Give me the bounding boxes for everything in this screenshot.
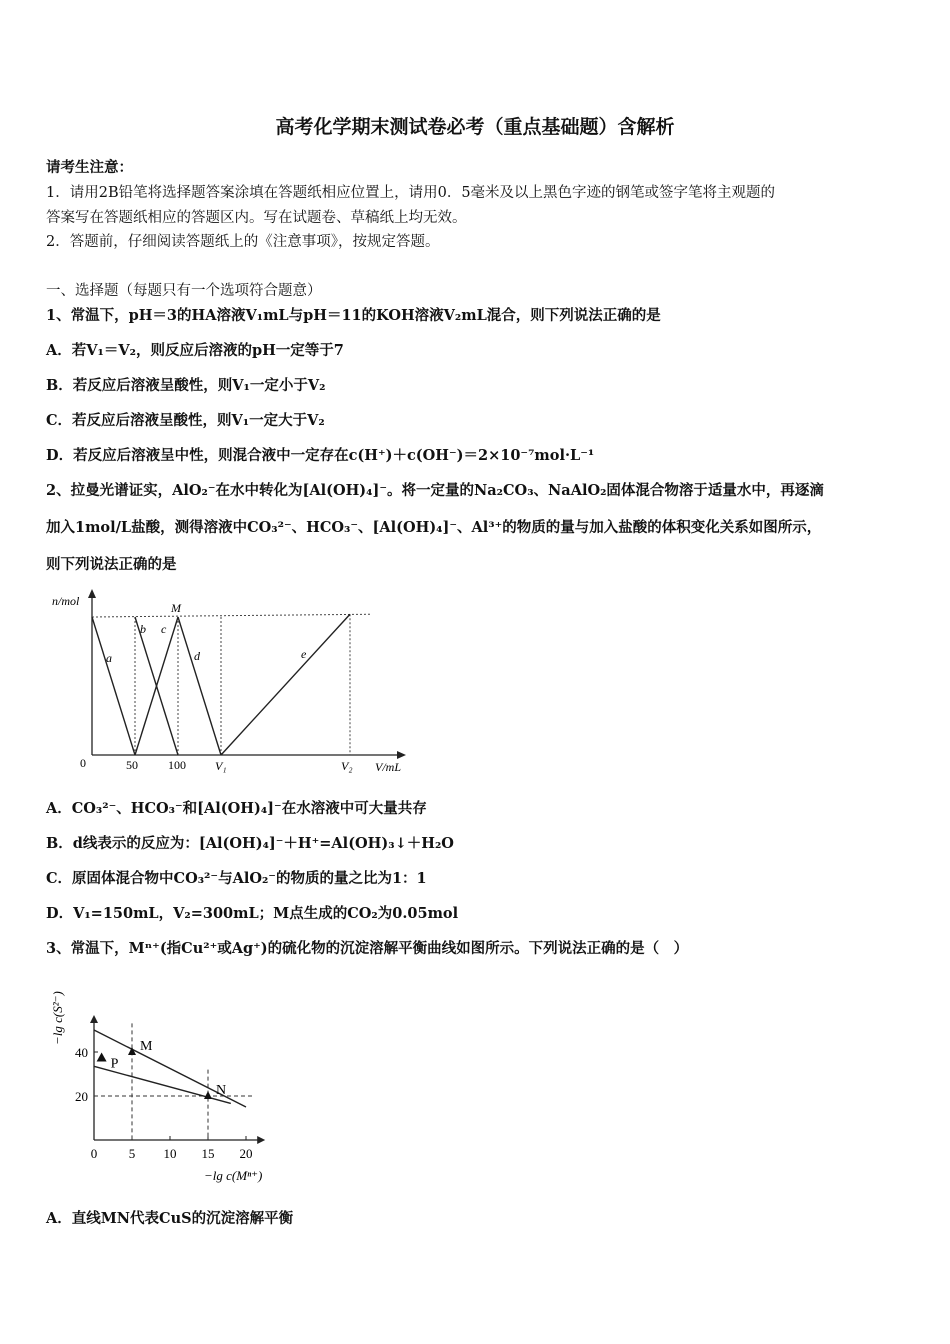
c2-y-arrow — [90, 1015, 98, 1023]
q2-option-c: C．原固体混合物中CO₃²⁻与AlO₂⁻的物质的量之比为1：1 — [46, 870, 427, 887]
c2-x-tick-label-10: 10 — [163, 1146, 177, 1161]
c1-series-a-label: a — [106, 651, 112, 665]
c1-series-b-label: b — [140, 622, 146, 636]
c1-y-label: n/mol — [52, 594, 80, 608]
c2-point-n-marker — [204, 1091, 212, 1099]
c1-tick-100: 100 — [168, 758, 186, 772]
q2-option-d: D．V₁=150mL，V₂=300mL；M点生成的CO₂为0.05mol — [46, 905, 459, 922]
c1-series-c-label: c — [161, 622, 167, 636]
q2-stem-line-3: 则下列说法正确的是 — [46, 556, 177, 573]
c1-series-d-label: d — [194, 649, 200, 663]
q3-chart — [46, 970, 296, 1190]
c1-y-arrow — [88, 589, 96, 598]
page-title: 高考化学期末测试卷必考（重点基础题）含解析 — [275, 116, 675, 138]
q2-stem-line-2: 加入1mol/L盐酸，测得溶液中CO₃²⁻、HCO₃⁻、[Al(OH)₄]⁻、Al³⁺的物质的量与加入盐酸的体积变化关系如图所示， — [46, 519, 822, 536]
c2-x-label: −lg c(Mⁿ⁺) — [204, 1168, 263, 1183]
q1-option-d: D．若反应后溶液呈中性，则混合液中一定存在c(H⁺)＋c(OH⁻)＝2×10⁻⁷mol·L⁻¹ — [46, 447, 595, 464]
q3-stem: 3、常温下，Mⁿ⁺(指Cu²⁺或Ag⁺)的硫化物的沉淀溶解平衡曲线如图所示。下列说法正确的是（ ） — [46, 940, 689, 957]
c2-y-tick-label-40: 40 — [75, 1045, 88, 1060]
c1-series-a-line — [92, 617, 135, 755]
section-heading: 一、选择题（每题只有一个选项符合题意） — [46, 283, 322, 299]
c2-y-tick-label-20: 20 — [75, 1089, 88, 1104]
q1-option-a: A．若V₁＝V₂，则反应后溶液的pH一定等于7 — [46, 342, 344, 359]
c2-x-tick-label-0: 0 — [90, 1146, 98, 1161]
c2-x-tick-label-20: 20 — [239, 1146, 253, 1161]
q2-chart — [40, 585, 420, 780]
q1-stem: 1、常温下，pH＝3的HA溶液V₁mL与pH＝11的KOH溶液V₂mL混合，则下列说法正确的是 — [46, 307, 661, 324]
c2-y-label: −lg c(S²⁻) — [50, 991, 65, 1045]
c2-x-arrow — [257, 1136, 265, 1144]
c1-x-label: V/mL — [375, 760, 402, 774]
c1-tick-0: 0 — [80, 756, 86, 770]
c2-x-tick-label-5: 5 — [128, 1146, 136, 1161]
c2-point-p-marker — [97, 1053, 107, 1062]
notice-item-1-line-2: 答案写在答题纸相应的答题区内。写在试题卷、草稿纸上均无效。 — [46, 210, 467, 226]
c1-x-arrow — [397, 751, 406, 759]
q2-option-b: B．d线表示的反应为：[Al(OH)₄]⁻＋H⁺=Al(OH)₃↓＋H₂O — [46, 835, 454, 852]
c1-point-m-label: M — [171, 601, 181, 615]
c2-point-p-label: P — [110, 1056, 119, 1072]
notice-heading: 请考生注意： — [46, 159, 133, 176]
c2-point-m-label: M — [140, 1039, 153, 1054]
c1-series-e-line — [221, 614, 350, 755]
c1-tick-v1: V₁ — [215, 759, 227, 773]
c1-tick-v2: V₂ — [341, 759, 353, 773]
q1-option-b: B．若反应后溶液呈酸性，则V₁一定小于V₂ — [46, 377, 326, 394]
notice-item-1-line-1: 1．请用2B铅笔将选择题答案涂填在答题纸相应位置上，请用0．5毫米及以上黑色字迹的钢笔或签字笔将主观题的 — [46, 185, 776, 201]
c2-x-tick-label-15: 15 — [201, 1146, 215, 1161]
c1-top-dotted-line — [92, 614, 372, 617]
c1-series-d-line — [178, 617, 221, 755]
q2-stem-line-1: 2、拉曼光谱证实，AlO₂⁻在水中转化为[Al(OH)₄]⁻。将一定量的Na₂CO₃、NaAlO₂固体混合物溶于适量水中，再逐滴 — [46, 482, 824, 499]
q3-option-a: A．直线MN代表CuS的沉淀溶解平衡 — [46, 1210, 294, 1227]
c1-tick-50: 50 — [126, 758, 138, 772]
c1-series-e-label: e — [301, 647, 307, 661]
c2-point-n-label: N — [216, 1083, 227, 1098]
notice-item-2: 2．答题前，仔细阅读答题纸上的《注意事项》，按规定答题。 — [46, 234, 440, 250]
q2-option-a: A．CO₃²⁻、HCO₃⁻和[Al(OH)₄]⁻在水溶液中可大量共存 — [46, 800, 427, 817]
q1-option-c: C．若反应后溶液呈酸性，则V₁一定大于V₂ — [46, 412, 325, 429]
